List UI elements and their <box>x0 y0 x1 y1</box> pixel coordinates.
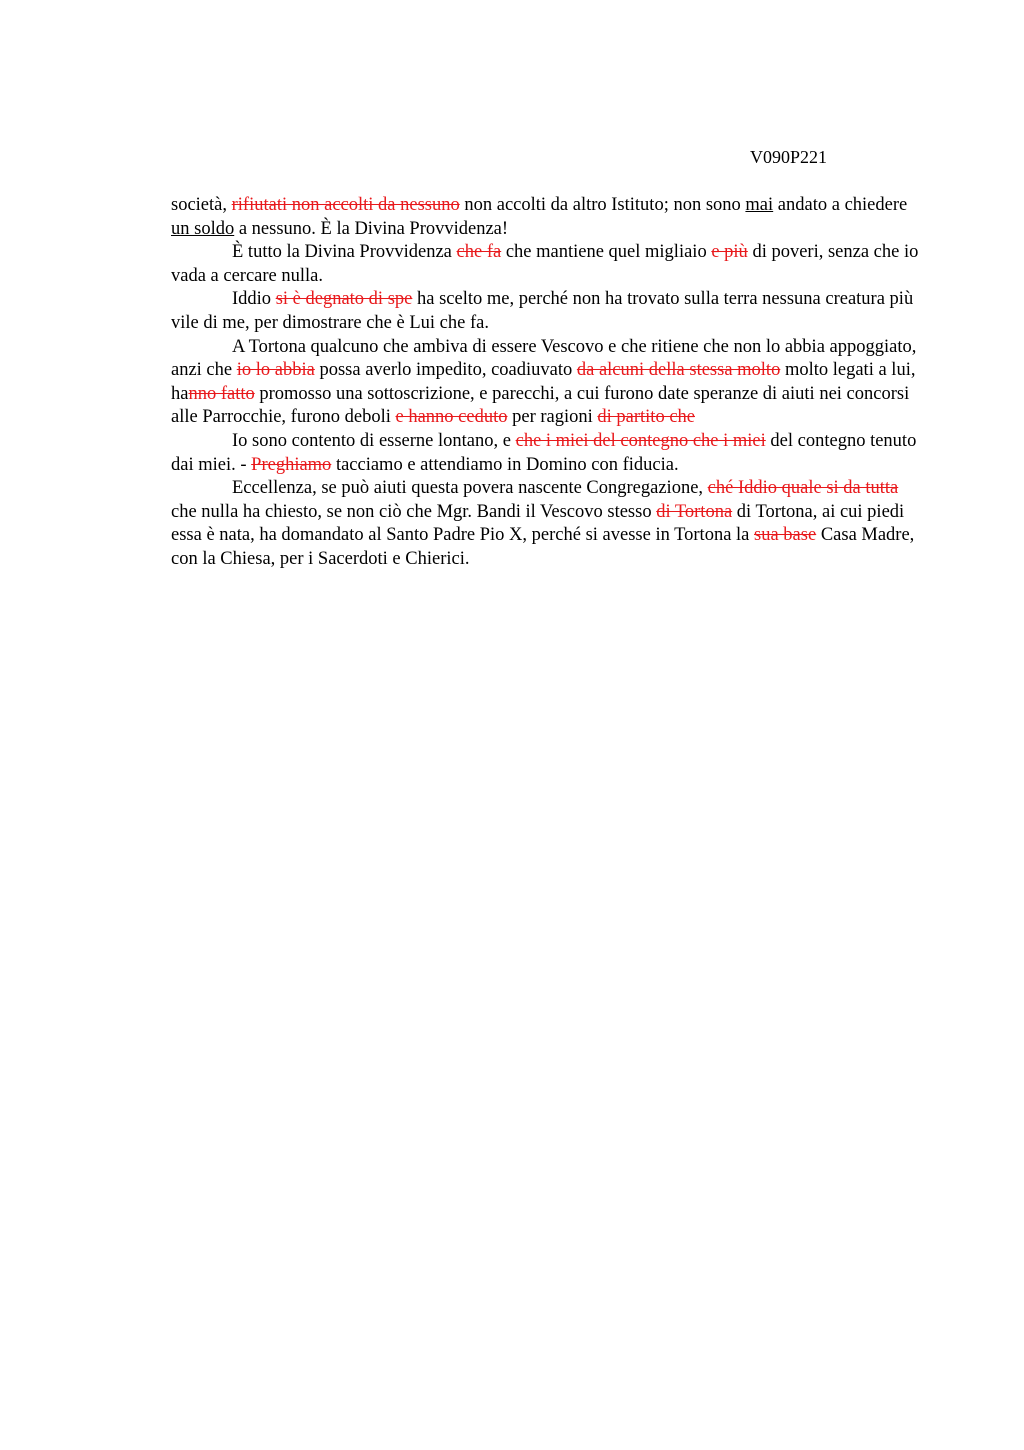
text-segment: tacciamo e attendiamo in Domino con fiducia. <box>331 454 679 475</box>
text-segment: del contegno tenuto dai miei. - <box>171 430 917 475</box>
paragraph <box>171 430 921 477</box>
deleted-text: ché Iddio quale si da tutta <box>707 478 899 499</box>
text-segment: che mantiene quel migliaio <box>501 242 712 263</box>
deleted-text: e hanno ceduto <box>395 407 508 428</box>
deleted-text: di Tortona <box>656 501 733 522</box>
text-segment: di Tortona, ai cui piedi essa è nata, ha domandato al Santo Padre Pio X, perché si avesse in Tortona la <box>171 501 905 546</box>
deleted-text: e più <box>711 242 748 263</box>
text-segment: molto legati a lui, ha <box>171 360 916 404</box>
paragraph <box>171 288 921 335</box>
paragraph <box>171 194 921 241</box>
text-segment: per ragioni <box>507 407 598 428</box>
text-segment: a nessuno. È la Divina Provvidenza! <box>234 218 509 239</box>
text-segment: non accolti da altro Istituto; non sono <box>459 195 746 215</box>
deleted-text: si è degnato di spe <box>275 289 413 310</box>
text-segment: Io sono contento di esserne lontano, e <box>232 430 516 451</box>
underlined-text: un soldo <box>171 218 235 239</box>
text-segment: che nulla ha chiesto, se non ciò che Mgr. Bandi il Vescovo stesso <box>171 501 657 522</box>
deleted-text: che i miei del contegno che i miei <box>515 430 766 451</box>
deleted-text: da alcuni della stessa molto <box>576 360 781 381</box>
text-segment: A Tortona qualcuno che ambiva di essere Vescovo e che ritiene che non lo abbia appoggiato, anzi che <box>171 336 917 381</box>
deleted-text: sua base <box>754 525 817 546</box>
deleted-text: Preghiamo <box>251 454 332 475</box>
underlined-text: mai <box>745 195 774 215</box>
text-segment: Iddio <box>232 289 276 310</box>
deleted-text: che fa <box>456 242 502 263</box>
deleted-text: rifiutati non accolti da nessuno <box>231 195 460 215</box>
deleted-text: nno fatto <box>188 383 255 404</box>
paragraph <box>171 336 921 430</box>
text-segment: possa averlo impedito, coadiuvato <box>314 360 577 381</box>
paragraph <box>171 241 921 288</box>
text-segment: Casa Madre, con la Chiesa, per i Sacerdoti e Chierici. <box>171 525 915 569</box>
document-body <box>171 194 921 572</box>
page-id: V090P221 <box>750 147 828 167</box>
text-segment: di poveri, senza che io vada a cercare nulla. <box>171 242 919 286</box>
deleted-text: di partito che <box>597 407 695 428</box>
paragraph <box>171 477 921 571</box>
text-segment: Eccellenza, se può aiuti questa povera nascente Congregazione, <box>232 478 708 499</box>
deleted-text: io lo abbia <box>236 360 315 381</box>
text-segment: società, <box>171 195 232 215</box>
text-segment: ha scelto me, perché non ha trovato sulla terra nessuna creatura più vile di me, per dimostrare che è Lui che fa. <box>171 289 914 333</box>
text-segment: promosso una sottoscrizione, e parecchi, a cui furono date speranze di aiuti nei concorsi alle Parrocchie, furono deboli <box>171 383 910 428</box>
text-segment: andato a chiedere <box>773 195 908 215</box>
text-segment: È tutto la Divina Provvidenza <box>232 242 457 263</box>
